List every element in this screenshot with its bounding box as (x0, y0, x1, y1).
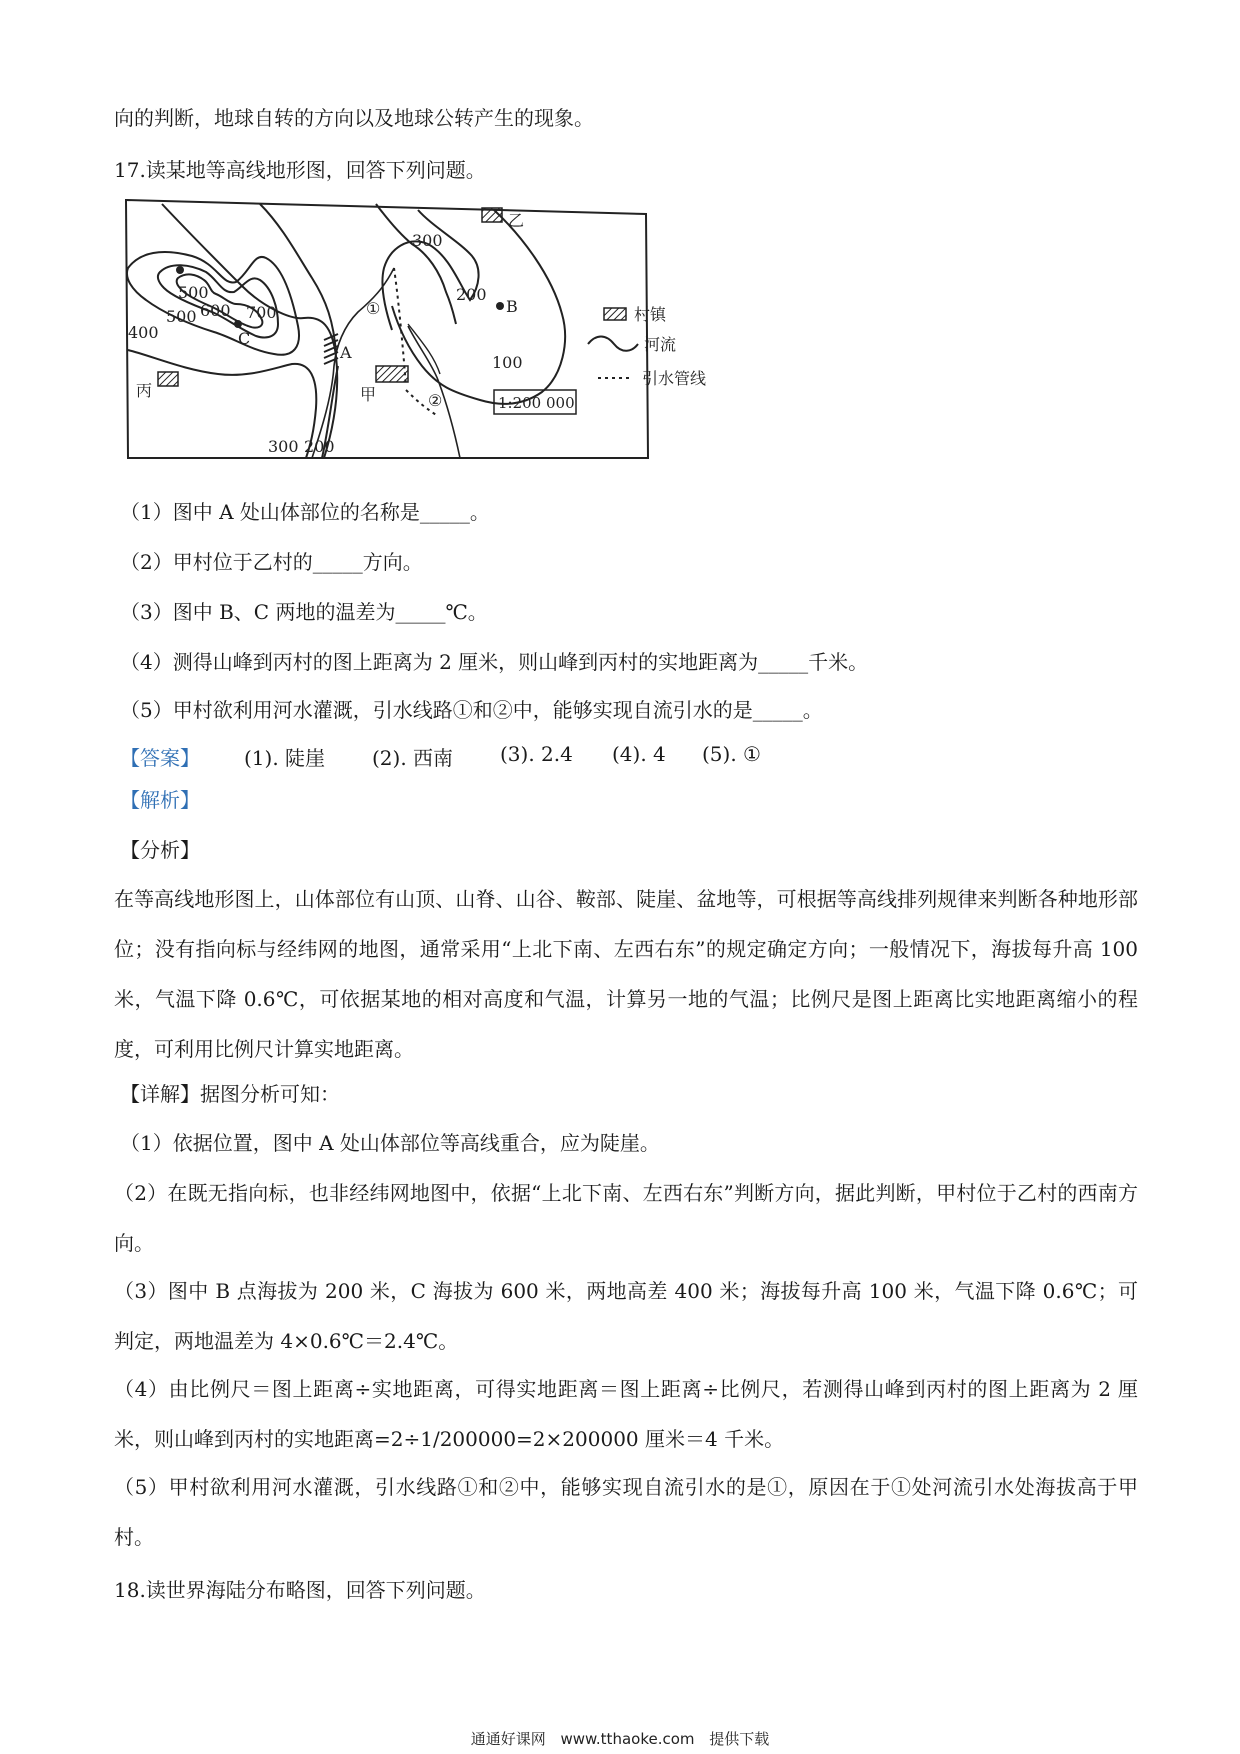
legend-river-symbol (588, 337, 638, 351)
detail-label: 【详解】据图分析可知： (120, 1082, 340, 1106)
contour-map (122, 196, 822, 468)
route-2-label: ② (428, 391, 443, 410)
sub-question-5: （5）甲村欲利用河水灌溉，引水线路①和②中，能够实现自流引水的是_____。 (120, 698, 823, 722)
peak-marker (176, 266, 184, 274)
footer-site: 通通好课网 (470, 1730, 546, 1748)
contour-label: 300 (412, 231, 443, 250)
detail-1: （1）依据位置，图中 A 处山体部位等高线重合，应为陡崖。 (120, 1131, 660, 1155)
point-b-label: B (506, 297, 518, 316)
legend-pipeline-label: 引水管线 (642, 369, 707, 388)
scale-label: 1:200 000 (498, 394, 575, 412)
answer-item: (4). 4 (612, 742, 666, 766)
analysis-label: 【解析】 (120, 788, 200, 812)
question-18-title: 18.读世界海陆分布略图，回答下列问题。 (114, 1578, 486, 1602)
contour-label: 200 (456, 285, 487, 304)
answer-item: (2). 西南 (372, 746, 454, 770)
route-1-label: ① (366, 299, 381, 318)
village-jia-label: 甲 (360, 385, 377, 404)
contour-label: 100 (492, 353, 523, 372)
contour-label: 600 (200, 301, 231, 320)
sub-question-2: （2）甲村位于乙村的_____方向。 (120, 550, 423, 574)
detail-4: （4）由比例尺＝图上距离÷实地距离，可得实地距离＝图上距离÷比例尺，若测得山峰到丙村的图上距离为 2 厘米，则山峰到丙村的实地距离=2÷1/200000=2×200000 厘米＝4 千米。 (114, 1377, 1138, 1451)
answer-label: 【答案】 (120, 746, 200, 770)
contour-line-300-right (382, 210, 478, 330)
continued-text: 向的判断，地球自转的方向以及地球公转产生的现象。 (114, 106, 594, 130)
village-yi-label: 乙 (508, 211, 525, 230)
legend-village-symbol (604, 308, 626, 320)
point-c-marker (234, 320, 242, 328)
answer-item: (5). ① (702, 742, 761, 766)
footer-suffix: 提供下载 (709, 1730, 770, 1748)
contour-label: 500 (166, 307, 197, 326)
village-jia-symbol (376, 366, 408, 382)
footer-url[interactable]: www.tthaoke.com (560, 1730, 695, 1748)
river-branch-2 (408, 324, 440, 374)
contour-label: 500 (178, 283, 209, 302)
point-b-marker (496, 302, 504, 310)
detail-5: （5）甲村欲利用河水灌溉，引水线路①和②中，能够实现自流引水的是①，原因在于①处河流引水处海拔高于甲村。 (114, 1475, 1138, 1549)
village-yi-symbol (482, 208, 502, 222)
question-17-title: 17.读某地等高线地形图，回答下列问题。 (114, 158, 486, 182)
village-bing-label: 丙 (136, 381, 153, 400)
answer-item: (1). 陡崖 (244, 746, 326, 770)
sub-question-4: （4）测得山峰到丙村的图上距离为 2 厘米，则山峰到丙村的实地距离为_____千米。 (120, 650, 869, 674)
footer (0, 1728, 1240, 1749)
fenxi-label: 【分析】 (120, 838, 200, 862)
contour-map-figure (122, 196, 822, 468)
legend-river-label: 河流 (644, 335, 677, 354)
point-c-label: C (238, 329, 251, 348)
detail-2: （2）在既无指向标，也非经纬网地图中，依据“上北下南、左西右东”判断方向，据此判断，甲村位于乙村的西南方向。 (114, 1181, 1138, 1255)
sub-question-3: （3）图中 B、C 两地的温差为_____℃。 (120, 600, 488, 624)
point-a-label: A (340, 343, 352, 362)
village-bing-symbol (158, 372, 178, 386)
fenxi-paragraph: 在等高线地形图上，山体部位有山顶、山脊、山谷、鞍部、陡崖、盆地等，可根据等高线排列规律来判断各种地形部位；没有指向标与经纬网的地图，通常采用“上北下南、左西右东”的规定确定方向；一般情况下，海拔每升高 100 米，气温下降 0.6℃，可依据某地的相对高度和气温，计算另一地的气温；比例尺是图上距离比实地距离缩小的程度，可利用比例尺计算实地距离。 (114, 887, 1138, 1061)
sub-question-1: （1）图中 A 处山体部位的名称是_____。 (120, 500, 490, 524)
contour-label: 700 (246, 303, 277, 322)
answer-item: (3). 2.4 (500, 742, 573, 766)
legend-village-label: 村镇 (634, 305, 667, 324)
contour-label: 300 (268, 437, 299, 456)
contour-label: 400 (128, 323, 159, 342)
contour-label: 200 (304, 437, 335, 456)
contour-line-200 (376, 204, 456, 324)
answer-row (120, 742, 820, 770)
detail-3: （3）图中 B 点海拔为 200 米，C 海拔为 600 米，两地高差 400 米；海拔每升高 100 米，气温下降 0.6℃；可判定，两地温差为 4×0.6℃＝2.4℃。 (114, 1279, 1138, 1353)
